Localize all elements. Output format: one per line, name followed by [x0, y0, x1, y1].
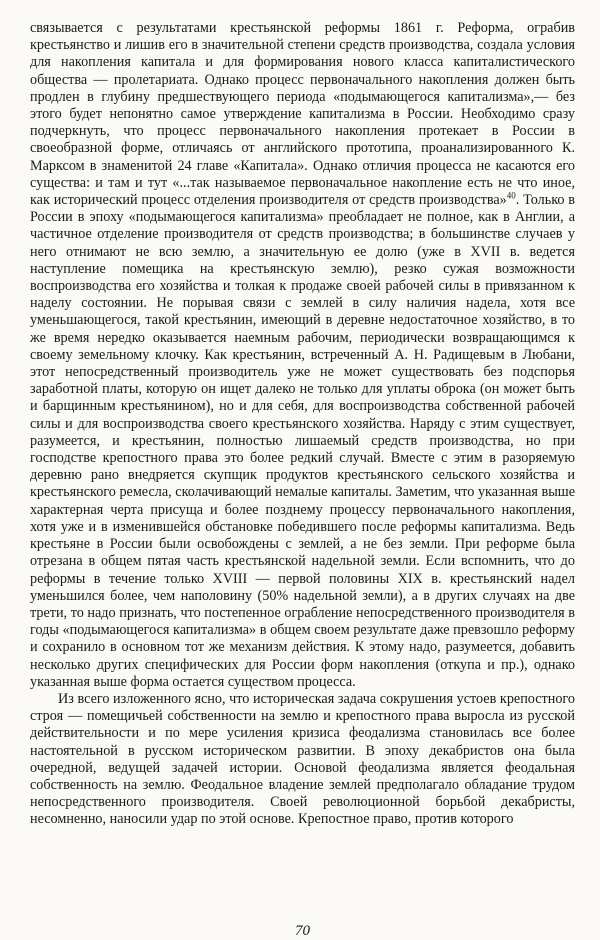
document-page	[30, 20, 575, 939]
paragraph	[30, 20, 575, 691]
page-number: 70	[295, 923, 310, 939]
paragraph-text: . Только в России в эпоху «подымающегося капитализма» преобладает не полное, как в Англии, а частичное отделение производителя от средств производства; в большинстве случаев у него отнимают не всю землю, а значительную ее долю (уже в XVII в. ведется наступление помещика на крестьянскую землю), резко сужая возможности воспроизводства его хозяйства и толкая к продаже своей рабочей силы в привязанном к наделу состоянии. Не порывая связи с землей в силу наличия надела, хотя все уменьшающегося, такой крестьянин, имеющий в деревне недостаточное хозяйство, в то же время нередко оказывается наемным рабочим, периодически возвращающимся к своему земельному клочку. Как крестьянин, встреченный А. Н. Радищевым в Любани, этот непосредственный производитель уже не может существовать без подспорья заработной платы, которую он ищет далеко не только для уплаты оброка (он может быть и барщинным крестьянином), но и для себя, для воспроизводства собственной рабочей силы и для воспроизводства своего крестьянского хозяйства. Наряду с этим существует, разумеется, и крестьянин, полностью лишаемый средств производства, но при господстве крепостного права это более редкий случай. Вместе с этим в разоряемую деревню рано внедряется скупщик продуктов крестьянского сельского хозяйства и крестьянского ремесла, сколачивающий немалые капиталы. Заметим, что указанная выше характерная черта присуща и более позднему процессу первоначального накопления, хотя уже и в изменившейся обстановке победившего после реформы капитализма. Ведь крестьяне в России были освобождены с землей, а не без земли. При реформе была отрезана в общем пятая часть крестьянской надельной земли. Если вспомнить, что до реформы в течение только XVIII — первой половины XIX в. крестьянский надел уменьшился более, чем наполовину (50% надельной земли), а в других случаях на две трети, то надо признать, что постепенное ограбление непосредственного производителя в годы «подымающегося капитализма» в общем своем результате даже превзошло реформу и сохранило в основном тот же механизм действия. К этому надо, разумеется, добавить несколько других специфических для России форм накопления (откупа и пр.), однако указанная выше форма остается существом процесса.	[30, 192, 575, 690]
paragraph-text: связывается с результатами крестьянской реформы 1861 г. Реформа, ограбив крестьянство и лишив его в значительной степени средств производства, создала условия для накопления капитала и для формирования нового класса капиталистического общества — пролетариата. Однако процесс первоначального накопления должен быть продлен в глубину предшествующего периода «подымающегося капитализма»,— без этого будет непонятно самое утверждение капитализма в России. Необходимо сразу подчеркнуть, что процесс первоначального накопления протекает в России в своеобразной форме, отличаясь от английского прототипа, проанализированного К. Марксом в знаменитой 24 главе «Капитала». Однако отличия процесса не касаются его существа: и там и тут «...так называемое первоначальное накопление есть не что иное, как исторический процесс отделения производителя от средств производства»	[30, 20, 575, 209]
footnote-reference: 40	[506, 190, 516, 201]
paragraph-text: Из всего изложенного ясно, что историческая задача сокрушения устоев крепостного строя — помещичьей собственности на землю и крепостного права выросла из русской действительности и по мере усиления кризиса феодализма становилась все более настоятельной в русском историческом развитии. В эпоху декабристов она была очередной, ведущей задачей истории. Основой феодализма является феодальная собственность на землю. Феодальное владение землей предполагало обладание трудом непосредственного производителя. Своей революционной борьбой декабристы, несомненно, наносили удар по этой основе. Крепостное право, против которого	[30, 690, 575, 828]
paragraph	[30, 691, 575, 829]
body-text	[30, 20, 575, 829]
